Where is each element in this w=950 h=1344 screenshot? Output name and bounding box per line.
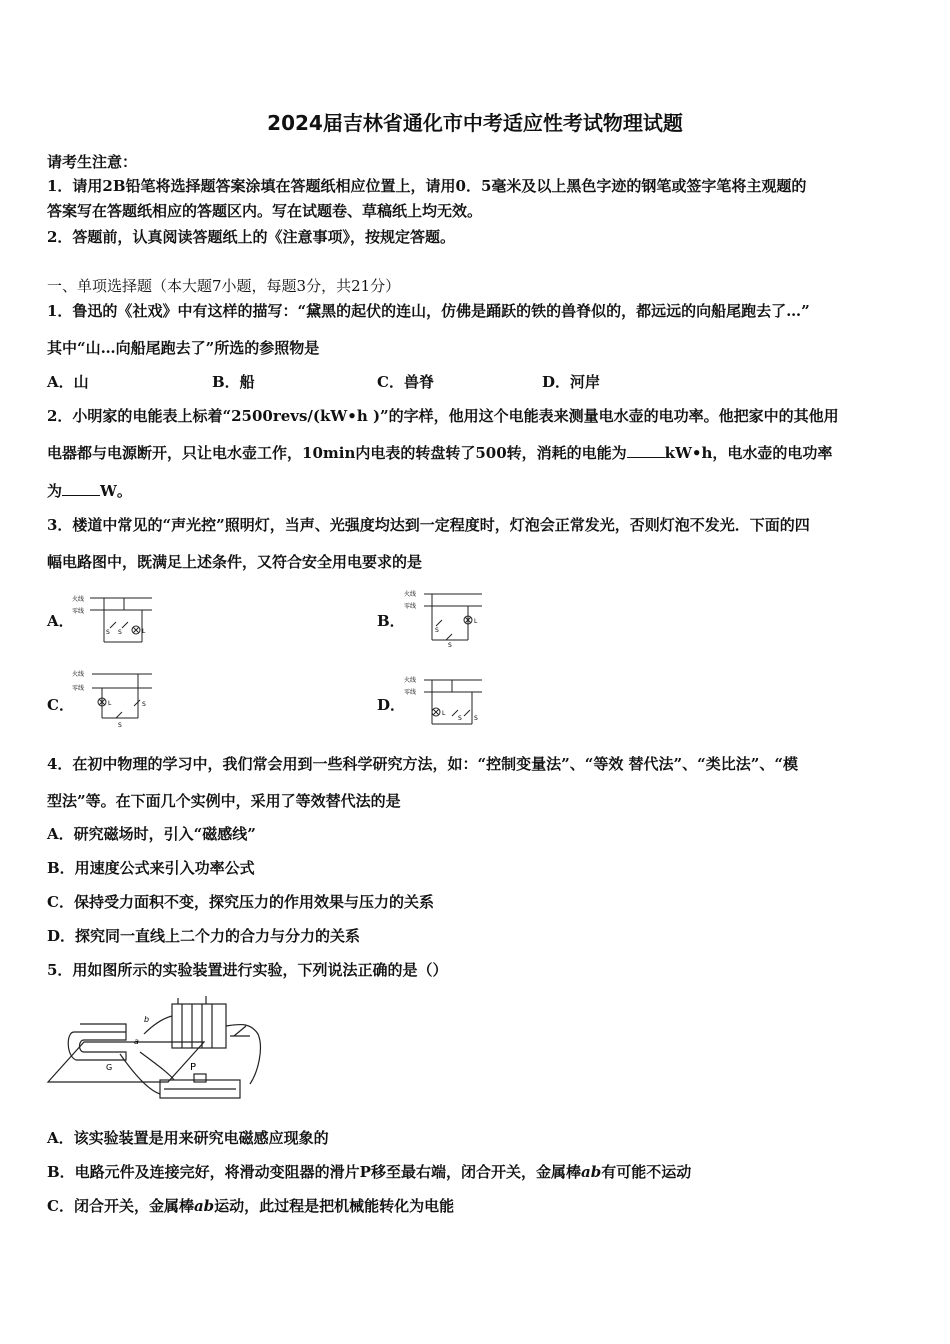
q3-option-a: A． <box>47 612 74 630</box>
q4-option-d: D．探究同一直线上二个力的合力与分力的关系 <box>47 927 361 945</box>
q3-circuit-d <box>402 674 484 732</box>
q3d-zero-label: 零线 <box>404 689 417 696</box>
q4-option-b: B．用速度公式来引入功率公式 <box>47 859 255 877</box>
q1-option-b: B．船 <box>212 373 255 391</box>
q3b-fire-label: 火线 <box>404 591 417 598</box>
q5-option-c-part1: C．闭合开关，金属棒 <box>47 1197 194 1215</box>
q3c-s1-label: S <box>118 722 122 729</box>
q5-option-b-part1: B．电路元件及连接完好，将滑动变阻器的滑片P移至最右端，闭合开关，金属棒 <box>47 1163 581 1181</box>
q5-fig-label-g: G <box>106 1063 113 1072</box>
q3-circuit-c <box>72 666 154 730</box>
section-heading: 一、单项选择题（本大题7小题，每题3分，共21分） <box>47 277 401 295</box>
q5-option-a: A．该实验装置是用来研究电磁感应现象的 <box>47 1129 329 1147</box>
q2-stem-1: 2．小明家的电能表上标着“2500revs/(kW•h )”的字样，他用这个电能表来测量电水壶的电功率。他把家中的其他用 <box>47 407 839 425</box>
notice-heading: 请考生注意： <box>47 153 138 171</box>
q5-option-b <box>47 1162 691 1182</box>
q2-stem-2 <box>47 443 832 463</box>
q2-stem-3b: W。 <box>100 482 132 500</box>
q3-option-b: B． <box>377 612 405 630</box>
q3-stem-1: 3．楼道中常见的“声光控”照明灯，当声、光强度均达到一定程度时，灯泡会正常发光，否则灯泡不发光．下面的四 <box>47 516 810 534</box>
q1-option-d: D．河岸 <box>542 373 601 391</box>
q2-stem-2a: 电器都与电源断开，只让电水壶工作，10min内电表的转盘转了500转，消耗的电能为 <box>47 444 627 462</box>
q4-option-a: A．研究磁场时，引入“磁感线” <box>47 825 256 843</box>
q3a-lamp-label: L <box>142 628 146 635</box>
q3b-s2-label: S <box>448 642 452 648</box>
q4-option-c: C．保持受力面积不变，探究压力的作用效果与压力的关系 <box>47 893 434 911</box>
q1-option-c: C．兽脊 <box>377 373 434 391</box>
q2-blank-power[interactable] <box>62 481 100 496</box>
notice-line-1: 1．请用2B铅笔将选择题答案涂填在答题纸相应位置上，请用0．5毫米及以上黑色字迹的钢笔或签字笔将主观题的 <box>47 177 807 195</box>
q2-stem-3a: 为 <box>47 482 63 500</box>
q5-option-c <box>47 1196 454 1216</box>
q5-option-b-ab: ab <box>580 1163 602 1181</box>
q2-stem-2b: kW•h，电水壶的电功率 <box>664 444 833 462</box>
q5-option-c-part2: 运动，此过程是把机械能转化为电能 <box>214 1197 455 1215</box>
q3a-zero-label: 零线 <box>72 608 85 615</box>
q5-fig-label-p: P <box>190 1062 197 1073</box>
q5-fig-label-a: a <box>134 1037 139 1046</box>
notice-line-2: 2．答题前，认真阅读答题纸上的《注意事项》，按规定答题。 <box>47 228 455 246</box>
q2-blank-energy[interactable] <box>627 443 665 458</box>
q4-stem-1: 4．在初中物理的学习中，我们常会用到一些科学研究方法，如：“控制变量法”、“等效 替代法”、“类比法”、“模 <box>47 755 799 773</box>
q3a-s1-label: S <box>106 629 110 636</box>
q2-stem-3 <box>47 481 132 501</box>
q3a-s2-label: S <box>118 629 122 636</box>
q1-stem-1: 1．鲁迅的《社戏》中有这样的描写：“黛黑的起伏的连山，仿佛是踊跃的铁的兽脊似的，都远远的向船尾跑去了…” <box>47 302 810 320</box>
q3b-s1-label: S <box>435 627 439 634</box>
q3-option-c: C． <box>47 696 74 714</box>
q3-stem-2: 幅电路图中，既满足上述条件，又符合安全用电要求的是 <box>47 553 423 571</box>
page-title: 2024届吉林省通化市中考适应性考试物理试题 <box>267 111 683 135</box>
q3-circuit-a <box>72 590 154 646</box>
q5-fig-label-b: b <box>144 1015 150 1024</box>
q3b-lamp-label: L <box>474 618 478 625</box>
q1-option-a: A．山 <box>47 373 89 391</box>
q4-stem-2: 型法”等。在下面几个实例中，采用了等效替代法的是 <box>47 792 401 810</box>
notice-line-1b: 答案写在答题纸相应的答题区内。写在试题卷、草稿纸上均无效。 <box>47 202 483 220</box>
q3d-lamp-label: L <box>442 710 446 717</box>
q3d-s1-label: S <box>458 715 462 722</box>
q5-experiment-figure <box>44 994 272 1112</box>
q3a-fire-label: 火线 <box>72 596 85 603</box>
q3d-s2-label: S <box>474 715 478 722</box>
q3-option-d: D． <box>377 696 406 714</box>
q5-option-b-part2: 有可能不运动 <box>601 1163 692 1181</box>
q3d-fire-label: 火线 <box>404 677 417 684</box>
q5-stem: 5．用如图所示的实验装置进行实验，下列说法正确的是（） <box>47 961 448 979</box>
q5-option-c-ab: ab <box>193 1197 215 1215</box>
q1-stem-2: 其中“山…向船尾跑去了”所选的参照物是 <box>47 339 320 357</box>
q3c-s2-label: S <box>142 701 146 708</box>
q3c-fire-label: 火线 <box>72 671 85 678</box>
q3c-zero-label: 零线 <box>72 685 85 692</box>
q3b-zero-label: 零线 <box>404 603 417 610</box>
q3c-lamp-label: L <box>108 700 112 707</box>
q3-circuit-b <box>402 584 484 648</box>
